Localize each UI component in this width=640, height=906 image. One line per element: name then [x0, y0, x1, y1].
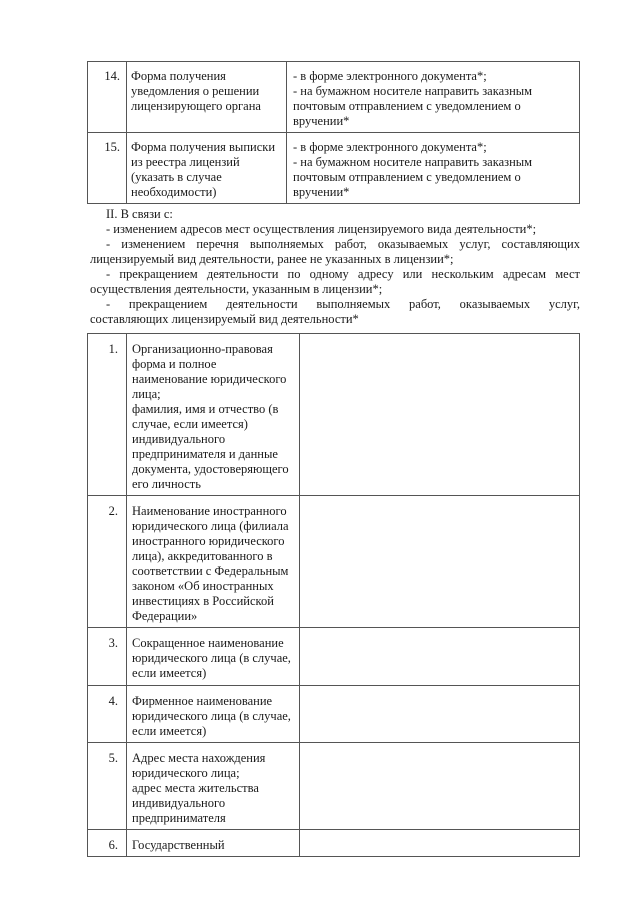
row-label: Организационно-правовая форма и полное наименование юридического лица; фамилия, имя и отчество (в случае, если имеется) индивидуального предпринимателя и данные документа, удостоверяющего его личность: [127, 334, 300, 496]
section-ii: [90, 207, 580, 327]
row-label: Адрес места нахождения юридического лица; адрес места жительства индивидуального предпринимателя: [127, 743, 300, 830]
table-row: [88, 686, 580, 743]
row-number: 6.: [88, 830, 127, 857]
main-table: [87, 333, 580, 857]
row-label: Наименование иностранного юридического лица (филиала иностранного юридического лица), аккредитованного в соответствии с Федеральным законом «Об иностранных инвестициях в Российской Федерации»: [127, 496, 300, 628]
table-row: [88, 743, 580, 830]
row-number: 15.: [88, 133, 127, 204]
row-label: Форма получения уведомления о решении лицензирующего органа: [127, 62, 287, 133]
list-item: - изменением перечня выполняемых работ, оказываемых услуг, составляющих лицензируемый вид деятельности, ранее не указанных в лицензии*;: [90, 237, 580, 266]
row-value-field[interactable]: [300, 496, 580, 628]
row-value-field[interactable]: [300, 830, 580, 857]
row-number: 1.: [88, 334, 127, 496]
row-number: 3.: [88, 628, 127, 686]
table-row: [88, 830, 580, 857]
row-label: Фирменное наименование юридического лица (в случае, если имеется): [127, 686, 300, 743]
row-value-field[interactable]: [300, 334, 580, 496]
table-row: [88, 628, 580, 686]
row-number: 4.: [88, 686, 127, 743]
row-number: 5.: [88, 743, 127, 830]
table-row: [88, 334, 580, 496]
row-value-field[interactable]: [300, 628, 580, 686]
row-number: 14.: [88, 62, 127, 133]
list-item-continuation: составляющих лицензируемый вид деятельности*: [90, 312, 359, 326]
table-row: [88, 496, 580, 628]
row-value: - в форме электронного документа*; - на бумажном носителе направить заказным почтовым отправлением с уведомлением о вручении*: [287, 62, 580, 133]
row-value: - в форме электронного документа*; - на бумажном носителе направить заказным почтовым отправлением с уведомлением о вручении*: [287, 133, 580, 204]
section-heading: II. В связи с:: [106, 207, 173, 221]
table-row: [88, 62, 580, 133]
row-label: Сокращенное наименование юридического лица (в случае, если имеется): [127, 628, 300, 686]
row-value-field[interactable]: [300, 743, 580, 830]
top-table: [87, 61, 580, 204]
list-item: - прекращением деятельности по одному адресу или нескольким адресам мест осуществления деятельности, указанным в лицензии*;: [90, 267, 580, 296]
table-row: [88, 133, 580, 204]
row-number: 2.: [88, 496, 127, 628]
row-value-field[interactable]: [300, 686, 580, 743]
row-label: Форма получения выписки из реестра лицензий (указать в случае необходимости): [127, 133, 287, 204]
row-label: Государственный: [127, 830, 300, 857]
list-item: - прекращением деятельности выполняемых работ, оказываемых услуг,: [106, 297, 580, 311]
list-item: - изменением адресов мест осуществления лицензируемого вида деятельности*;: [106, 222, 537, 236]
